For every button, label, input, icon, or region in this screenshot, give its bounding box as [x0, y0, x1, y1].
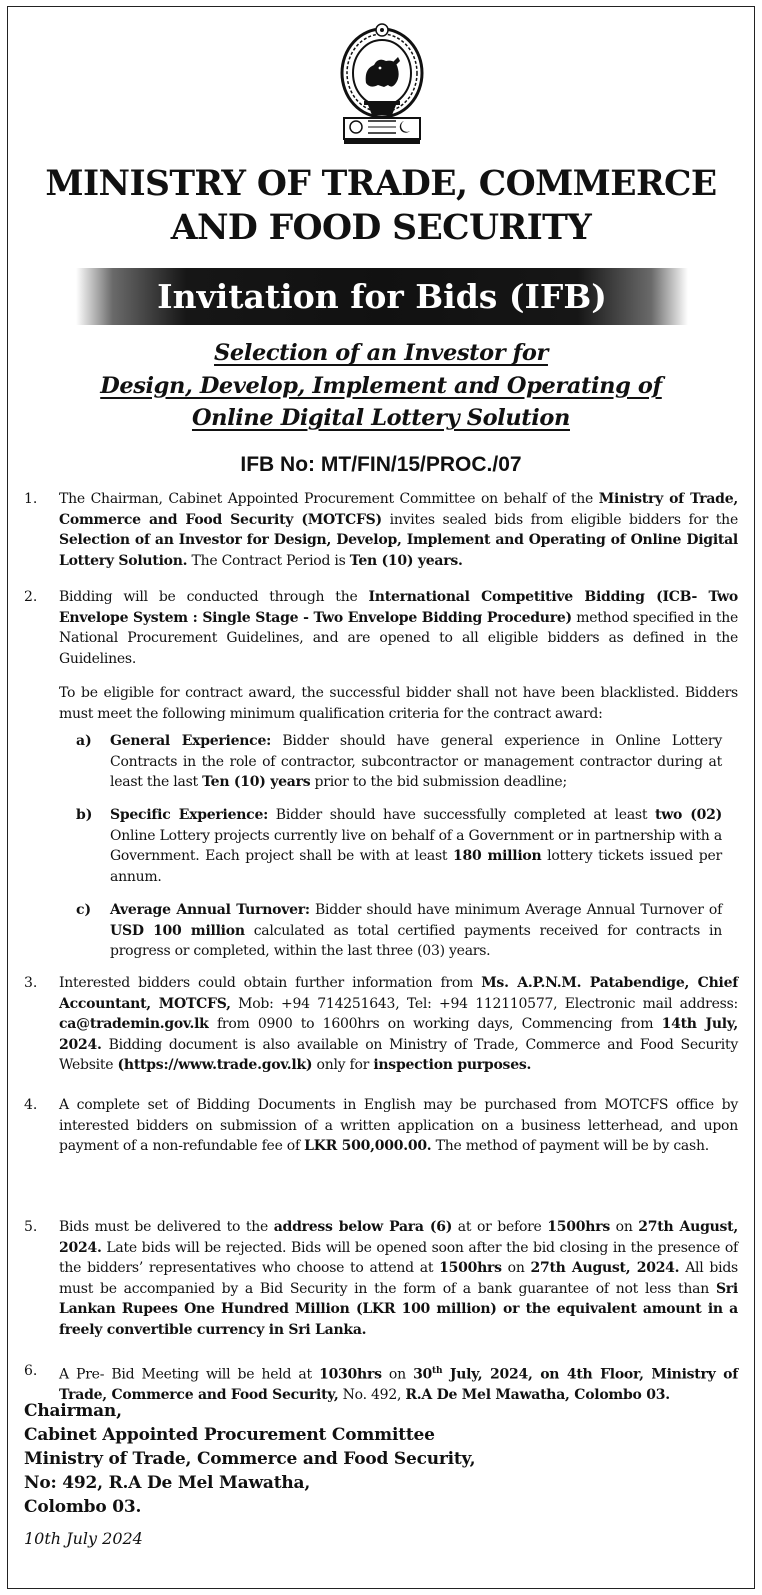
- clause-number: 5.: [24, 1219, 38, 1235]
- clause-number: 6.: [24, 1363, 38, 1379]
- criteria-text: General Experience: Bidder should have general experience in Online Lottery Contracts in the role of contractor, subcontractor or management contractor during at least the last Ten (10) years prior to the bid submission deadline;: [110, 733, 722, 790]
- clause-text: A complete set of Bidding Documents in English may be purchased from MOTCFS office by interested bidders on submission of a written application on a business letterhead, and upon payment of a non-refundable fee of LKR 500,000.00. The method of payment will be by cash.: [59, 1097, 738, 1154]
- signature-line: Ministry of Trade, Commerce and Food Security,: [24, 1449, 476, 1469]
- criteria-label: a): [76, 733, 92, 749]
- clause-number: 4.: [24, 1097, 38, 1113]
- criteria-label: b): [76, 807, 93, 823]
- ministry-name-line1: MINISTRY OF TRADE, COMMERCE: [45, 164, 717, 204]
- subject-line2: Design, Develop, Implement and Operating of: [100, 372, 662, 399]
- notice-date: 10th July 2024: [24, 1529, 143, 1548]
- clause-text: The Chairman, Cabinet Appointed Procurement Committee on behalf of the Ministry of Trade, Commerce and Food Security (MOTCFS) invites sealed bids from eligible bidders for the Selection of an Investor for Design, Develop, Implement and Operating of Online Digital Lottery Solution. The Contract Period is Ten (10) years.: [59, 491, 738, 569]
- signature-line: Colombo 03.: [24, 1497, 142, 1517]
- clause-text: Bidding will be conducted through the International Competitive Bidding (ICB- Two Envelope System : Single Stage - Two Envelope Bidding Procedure) method specified in the National Procurement Guidelines, and are opened to all eligible bidders as defined in the Guidelines.: [59, 589, 738, 667]
- signature-line: No: 492, R.A De Mel Mawatha,: [24, 1473, 311, 1493]
- subject-line3: Online Digital Lottery Solution: [191, 405, 570, 431]
- clause-text: Bids must be delivered to the address below Para (6) at or before 1500hrs on 27th August, 2024. Late bids will be rejected. Bids will be opened soon after the bid closing in the presence of the bidders’ representatives who choose to attend at 1500hrs on 27th August, 2024. All bids must be accompanied by a Bid Security in the form of a bank guarantee of not less than Sri Lankan Rupees One Hundred Million (LKR 100 million) or the equivalent amount in a freely convertible currency in Sri Lanka.: [59, 1219, 739, 1338]
- notice-banner: Invitation for Bids (IFB): [76, 268, 688, 325]
- eligibility-text: To be eligible for contract award, the successful bidder shall not have been blacklisted. Bidders must meet the following minimum qualification criteria for the contract award:: [59, 685, 738, 722]
- signature-line: Cabinet Appointed Procurement Committee: [24, 1425, 435, 1445]
- clause-number: 2.: [24, 589, 38, 605]
- ministry-name: [8, 162, 754, 250]
- clause-text: A Pre- Bid Meeting will be held at 1030hrs on 30th July, 2024, on 4th Floor, Ministry of Trade, Commerce and Food Security, No. 492, R.A De Mel Mawatha, Colombo 03.: [59, 1366, 738, 1404]
- ministry-name-line2: AND FOOD SECURITY: [170, 208, 592, 248]
- subject-heading: [8, 337, 754, 435]
- clause-number: 3.: [24, 975, 38, 991]
- tender-notice: [7, 6, 755, 1589]
- signature-line: Chairman,: [24, 1401, 122, 1421]
- clause-text: Interested bidders could obtain further information from Ms. A.P.N.M. Patabendige, Chief Accountant, MOTCFS, Mob: +94 714251643, Tel: +94 112110577, Electronic mail address: ca@trademin.gov.lk from 0900 to 1600hrs on working days, Commencing from 14th July, 2024. Bidding document is also available on Ministry of Trade, Commerce and Food Security Website (https://www.trade.gov.lk) only for inspection purposes.: [59, 975, 739, 1073]
- criteria-text: Average Annual Turnover: Bidder should have minimum Average Annual Turnover of USD 100 million calculated as total certified payments received for contracts in progress or completed, within the last three (03) years.: [110, 902, 722, 959]
- clause-number: 1.: [24, 491, 38, 507]
- subject-line1: Selection of an Investor for: [214, 340, 548, 366]
- criteria-label: c): [76, 902, 92, 918]
- signature-block: [24, 1399, 475, 1519]
- criteria-text: Specific Experience: Bidder should have successfully completed at least two (02) Online Lottery projects currently live on behalf of a Government or in partnership with a Government. Each project shall be with at least 180 million lottery tickets issued per annum.: [110, 807, 723, 885]
- sri-lanka-national-emblem-icon: [338, 21, 426, 147]
- ifb-number: IFB No: MT/FIN/15/PROC./07: [240, 453, 522, 476]
